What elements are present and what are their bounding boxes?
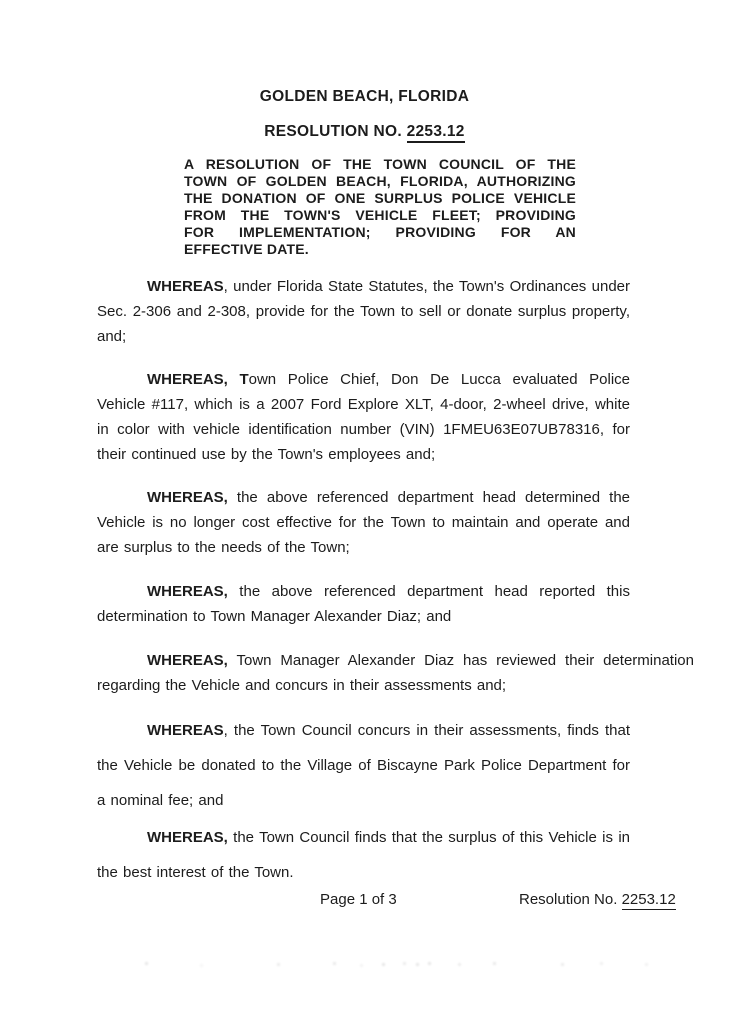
whereas-lead: WHEREAS [147, 278, 224, 295]
page-number-label: Page 1 of 3 [320, 891, 397, 908]
whereas-lead: WHEREAS, [147, 652, 228, 669]
whereas-lead: WHEREAS, [147, 829, 228, 846]
whereas-clause-4 [97, 579, 630, 629]
whereas-body: the Town Council finds that the surplus of this Vehicle is in the best interest of the Town. [97, 829, 630, 881]
whereas-clause-5 [97, 648, 694, 698]
summary-line: FROM THE TOWN'S VEHICLE FLEET; PROVIDING [184, 207, 576, 223]
footer-resolution-label: Resolution No. [519, 891, 618, 908]
whereas-lead: WHEREAS, T [147, 371, 249, 388]
summary-line: THE DONATION OF ONE SURPLUS POLICE VEHICLE [184, 190, 576, 206]
scan-artifact-specks [0, 962, 3, 965]
summary-line: FOR IMPLEMENTATION; PROVIDING FOR AN [184, 224, 576, 240]
whereas-clause-3 [97, 485, 630, 560]
whereas-clause-7 [97, 820, 630, 890]
whereas-lead: WHEREAS, [147, 583, 228, 600]
resolution-number-value: 2253.12 [407, 123, 465, 143]
whereas-clause-1 [97, 274, 630, 349]
whereas-body: the above referenced department head determined the Vehicle is no longer cost effective for the Town to maintain and operate and are surplus to the needs of the Town; [97, 489, 630, 556]
summary-line: EFFECTIVE DATE. [184, 241, 309, 257]
whereas-body: , under Florida State Statutes, the Town's Ordinances under Sec. 2-306 and 2-308, provide for the Town to sell or donate surplus property, and; [97, 278, 630, 345]
page-footer [0, 891, 729, 913]
whereas-body: Town Manager Alexander Diaz has reviewed their determination regarding the Vehicle and concurs in their assessments and; [97, 652, 694, 694]
whereas-body: , the Town Council concurs in their assessments, finds that the Vehicle be donated to the Village of Biscayne Park Police Department for a nominal fee; and [97, 722, 630, 809]
resolution-summary [184, 156, 576, 258]
whereas-lead: WHEREAS [147, 722, 224, 739]
whereas-lead: WHEREAS, [147, 489, 228, 506]
footer-resolution-value: 2253.12 [621, 891, 676, 908]
footer-resolution-number [519, 891, 676, 908]
whereas-body: the above referenced department head reported this determination to Town Manager Alexander Diaz; and [97, 583, 630, 625]
resolution-number-heading [0, 123, 729, 141]
document-title: GOLDEN BEACH, FLORIDA [259, 88, 470, 105]
resolution-number-label: RESOLUTION NO. [264, 123, 402, 140]
whereas-body: own Police Chief, Don De Lucca evaluated Police Vehicle #117, which is a 2007 Ford Explore XLT, 4-door, 2-wheel drive, white in color with vehicle identification number (VIN) 1FMEU63E07UB78316, for their continued use by the Town's employees and; [97, 371, 630, 463]
summary-line: TOWN OF GOLDEN BEACH, FLORIDA, AUTHORIZING [184, 173, 576, 189]
whereas-clause-6 [97, 713, 630, 818]
summary-line: A RESOLUTION OF THE TOWN COUNCIL OF THE [184, 156, 576, 172]
whereas-clause-2 [97, 367, 630, 467]
